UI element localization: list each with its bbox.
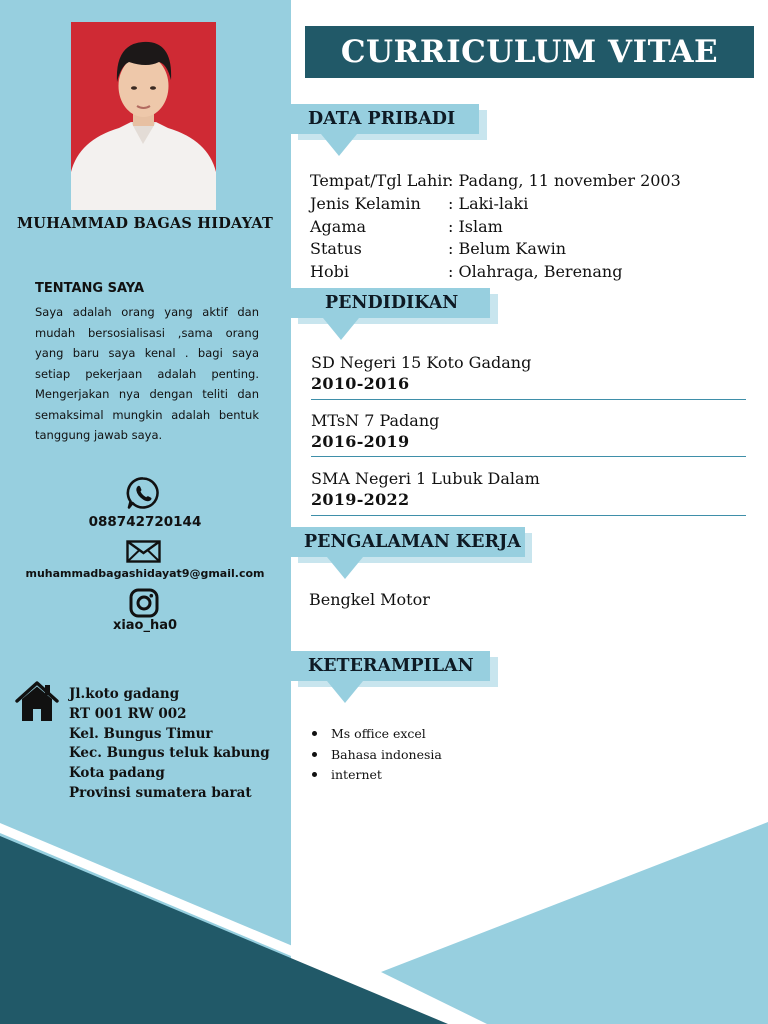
education-school: SMA Negeri 1 Lubuk Dalam [311,469,540,488]
home-icon [15,681,59,722]
phone-number: 088742720144 [88,514,202,530]
info-row [310,170,681,193]
section-header-experience [291,527,541,587]
section-title: KETERAMPILAN [308,656,474,676]
profile-name: MUHAMMAD BAGAS HIDAYAT [17,215,273,232]
page-title: CURRICULUM VITAE [305,26,754,78]
section-title: PENDIDIKAN [325,293,459,313]
personal-info [310,170,681,284]
education-item [311,411,746,457]
info-label: Status [310,239,362,259]
info-label: Tempat/Tgl Lahir [310,171,451,190]
info-row [310,238,681,261]
address-line: Jl.koto gadang [69,686,180,702]
instagram-handle: xiao_ha0 [112,618,178,633]
skill-item: Bahasa indonesia [312,745,442,766]
mail-icon [126,540,161,563]
info-value: : Laki-laki [448,193,529,213]
education-school: MTsN 7 Padang [311,411,440,430]
address-line: Kec. Bungus teluk kabung [69,745,270,762]
whatsapp-icon [126,476,160,510]
info-row [310,193,681,216]
education-years: 2019-2022 [311,490,410,509]
profile-photo [71,22,216,210]
about-text: Saya adalah orang yang aktif dan mudah bersosialisasi ,sama orang yang baru saya kenal . bagi saya setiap pekerjaan adalah penting. Mengerjakan nya dengan teliti dan semaksimal mungkin adalah bentuk tanggung jawab saya. [35,305,259,442]
section-header-skills [291,651,506,711]
address-line: Kel. Bungus Timur [69,725,213,742]
section-title: PENGALAMAN KERJA [304,532,521,552]
education-item [311,353,746,400]
about-title: TENTANG SAYA [35,281,145,296]
education-years: 2016-2019 [311,432,410,451]
info-value: : Islam [448,216,503,236]
address-block [69,685,270,804]
info-value: : Olahraga, Berenang [448,262,623,282]
info-row [310,216,681,239]
address-line: Kota padang [69,765,165,782]
instagram-icon [129,588,159,618]
section-header-education [291,288,506,348]
skill-item: Ms office excel [312,724,442,745]
address-line: RT 001 RW 002 [69,705,187,722]
info-label: Hobi [310,262,349,282]
info-label: Jenis Kelamin [310,193,421,213]
info-value: : Padang, 11 november 2003 [448,171,681,190]
education-item [311,469,746,516]
skill-item: internet [312,765,442,786]
info-value: : Belum Kawin [448,239,566,259]
email-address: muhammadbagashidayat9@gmail.com [25,567,265,580]
section-title: DATA PRIBADI [308,109,456,129]
info-label: Agama [310,216,367,236]
section-header-personal [291,104,491,164]
experience-item: Bengkel Motor [309,590,430,609]
info-row [310,261,681,284]
address-line: Provinsi sumatera barat [69,784,252,801]
skills-list [312,724,442,786]
education-years: 2010-2016 [311,374,410,393]
education-school: SD Negeri 15 Koto Gadang [311,353,532,372]
